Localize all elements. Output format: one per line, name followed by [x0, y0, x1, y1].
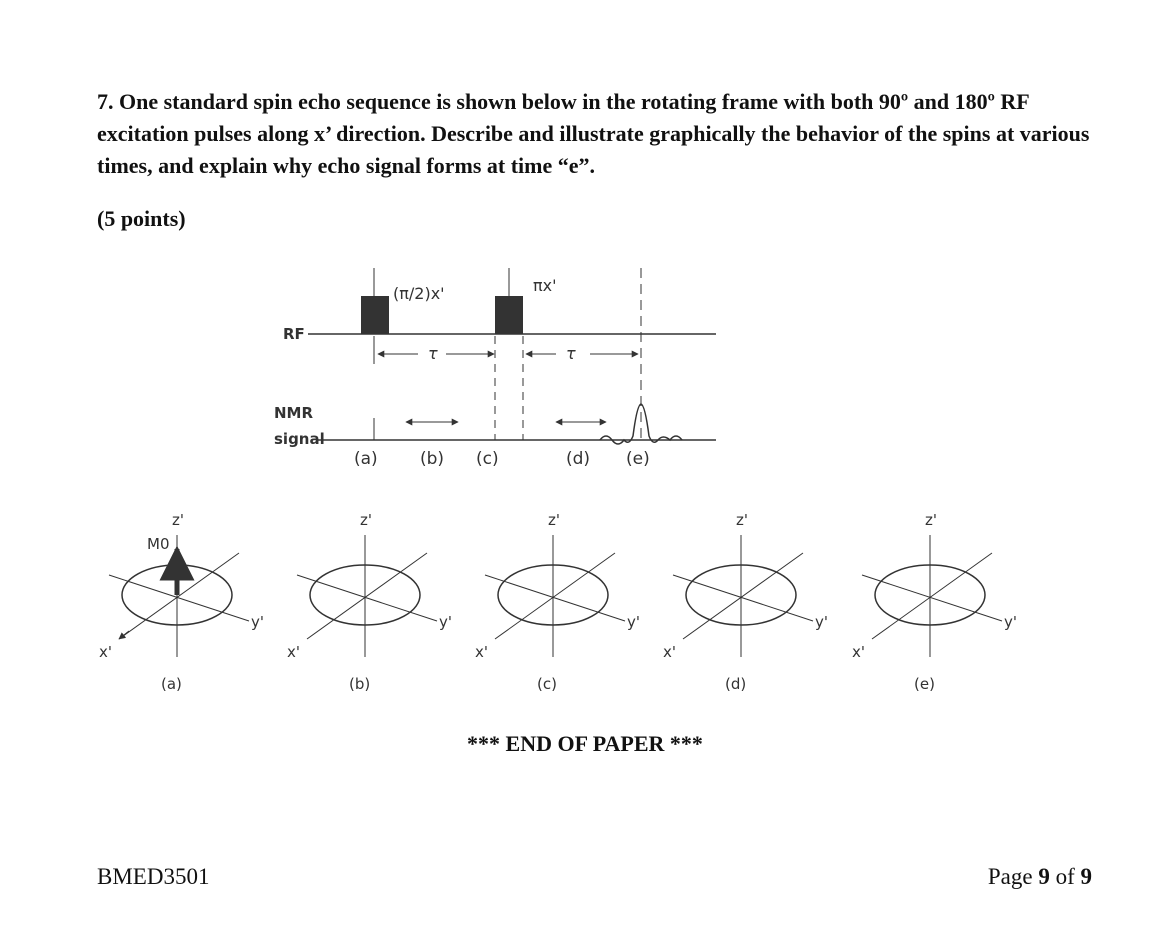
z-axis-label: z' — [736, 511, 748, 529]
x-axis-label: x' — [287, 643, 301, 661]
panel-label-d: (d) — [725, 675, 747, 693]
x-axis-label: x' — [663, 643, 677, 661]
time-label-e: (e) — [626, 449, 650, 469]
z-axis-label: z' — [925, 511, 937, 529]
z-axis-label: z' — [172, 511, 184, 529]
time-label-b: (b) — [420, 449, 445, 469]
panel-b — [287, 511, 452, 693]
y-axis — [673, 575, 813, 621]
z-axis-label: z' — [548, 511, 560, 529]
panel-a — [99, 511, 264, 693]
pulse-180-label: πx' — [533, 276, 557, 295]
rf-pulse-180 — [495, 296, 523, 334]
rf-pulse-90 — [361, 296, 389, 334]
question-points: (5 points) — [97, 206, 186, 231]
page-of: of — [1055, 864, 1075, 889]
time-label-d: (d) — [566, 449, 591, 469]
rotating-frame-panels — [99, 511, 1017, 693]
y-axis-label: y' — [1004, 613, 1018, 631]
time-label-c: (c) — [476, 449, 499, 469]
question-text: 7. One standard spin echo sequence is shown below in the rotating frame with both 90º and 180º RF excitation pulses along x’ direction. Describe and illustrate graphically the behavior of the spins at various times, and explain why echo signal forms at time “e”. — [97, 89, 1090, 178]
tau-label-1: τ — [428, 344, 438, 363]
page-prefix: Page — [987, 864, 1033, 889]
panel-d — [663, 511, 828, 693]
x-axis — [872, 553, 992, 639]
panel-label-c: (c) — [537, 675, 557, 693]
page-current: 9 — [1038, 864, 1050, 889]
y-axis-label: y' — [627, 613, 641, 631]
end-of-paper-note: *** END OF PAPER *** — [467, 731, 703, 756]
panel-e — [852, 511, 1017, 693]
y-axis-label: y' — [251, 613, 265, 631]
time-label-a: (a) — [354, 449, 378, 469]
page-total: 9 — [1080, 864, 1092, 889]
course-code: BMED3501 — [97, 864, 210, 889]
signal-label: signal — [274, 430, 325, 448]
timing-diagram — [308, 268, 716, 444]
pulse-90-label: (π/2)x' — [393, 284, 445, 303]
y-axis — [862, 575, 1002, 621]
y-axis — [485, 575, 625, 621]
panel-c — [475, 511, 640, 693]
rf-label: RF — [283, 325, 305, 343]
y-axis — [297, 575, 437, 621]
x-axis — [683, 553, 803, 639]
x-axis-label: x' — [99, 643, 113, 661]
panel-label-a: (a) — [161, 675, 182, 693]
y-axis-label: y' — [815, 613, 829, 631]
x-axis-label: x' — [852, 643, 866, 661]
nmr-label: NMR — [274, 404, 314, 422]
x-axis — [307, 553, 427, 639]
y-axis-label: y' — [439, 613, 453, 631]
panel-label-b: (b) — [349, 675, 371, 693]
page-number — [988, 864, 1092, 890]
tau-label-2: τ — [566, 344, 576, 363]
panel-label-e: (e) — [914, 675, 935, 693]
x-axis — [495, 553, 615, 639]
m0-label: M0 — [147, 535, 170, 553]
x-axis-label: x' — [475, 643, 489, 661]
z-axis-label: z' — [360, 511, 372, 529]
